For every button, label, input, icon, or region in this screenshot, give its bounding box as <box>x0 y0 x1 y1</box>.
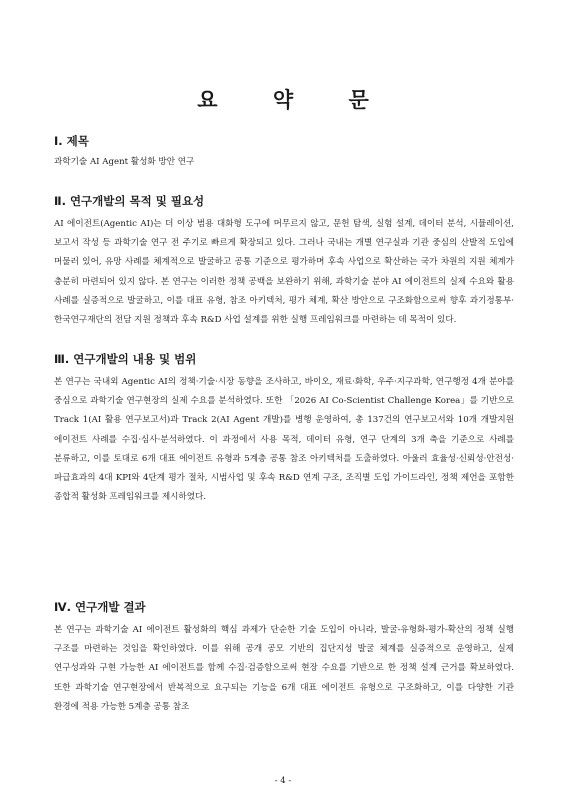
section-title <box>54 133 514 167</box>
section-text: 과학기술 AI Agent 활성화 방안 연구 <box>54 157 195 167</box>
section-scope <box>54 351 514 507</box>
section-heading: Ⅲ. 연구개발의 내용 및 범위 <box>54 352 197 366</box>
section-paragraph: 본 연구는 국내외 Agentic AI의 정책·기술·시장 동향을 조사하고, 바이오, 재료·화학, 우주·지구과학, 연구행정 4개 분야를 중심으로 과학기술 연구현장의 실제 수요를 분석하였다. 또한 「2026 AI Co-Scientist Challenge Korea」를 기반으로 Track 1(AI 활용 연구보고서)과 Track 2(AI Agent 개발)를 병행 운영하여, 총 137건의 연구보고서와 10개 개발지원 에이전트 사례를 수집·심사·분석하였다. 이 과정에서 사용 목적, 데이터 유형, 연구 단계의 3개 축을 기준으로 사례를 분류하고, 이를 토대로 6개 대표 에이전트 유형과 5계층 공통 참조 아키텍처를 도출하였다. 아울러 효율성·신뢰성·안전성·파급효과의 4대 KPI와 4단계 평가 절차, 시범사업 및 후속 R&D 연계 구조, 조직별 도입 가이드라인, 정책 제언을 포함한 종합적 활성화 프레임워크를 제시하였다. <box>54 377 514 503</box>
page-number: - 4 - <box>274 776 292 786</box>
page-title: 요 약 문 <box>197 87 393 112</box>
section-results <box>54 599 514 717</box>
section-purpose <box>54 193 514 330</box>
section-paragraph: 본 연구는 과학기술 AI 에이전트 활성화의 핵심 과제가 단순한 기술 도입이 아니라, 발굴-유형화-평가-확산의 정책 실행 구조를 마련하는 것임을 확인하였다. 이를 위해 공개 공모 기반의 집단지성 발굴 체계를 실증적으로 운영하고, 실제 연구성과와 구현 가능한 AI 에이전트를 함께 수집·검증함으로써 현장 수요를 기반으로 한 정책 설계 근거를 확보하였다. 또한 과학기술 연구현장에서 반복적으로 요구되는 기능을 6개 대표 에이전트 유형으로 구조화하고, 이를 다양한 기관 환경에 적용 가능한 5계층 공통 참조 <box>54 625 514 712</box>
section-heading: Ⅰ. 제목 <box>54 134 89 148</box>
section-heading: Ⅱ. 연구개발의 목적 및 필요성 <box>54 194 205 208</box>
section-heading: Ⅳ. 연구개발 결과 <box>54 600 146 614</box>
section-paragraph: AI 에이전트(Agentic AI)는 더 이상 범용 대화형 도구에 머무르지 않고, 문헌 탐색, 실험 설계, 데이터 분석, 시뮬레이션, 보고서 작성 등 과학기술 연구 전 주기로 빠르게 확장되고 있다. 그러나 국내는 개별 연구실과 기관 중심의 산발적 도입에 머물러 있어, 유망 사례를 체계적으로 발굴하고 공통 기준으로 평가하며 후속 사업으로 확산하는 국가 차원의 지원 체계가 충분히 마련되어 있지 않다. 본 연구는 이러한 정책 공백을 보완하기 위해, 과학기술 분야 AI 에이전트의 실제 수요와 활용 사례를 실증적으로 발굴하고, 이를 대표 유형, 참조 아키텍처, 평가 체계, 확산 방안으로 구조화함으로써 향후 과기정통부·한국연구재단의 전담 지원 정책과 후속 R&D 사업 설계를 위한 실행 프레임워크를 마련하는 데 목적이 있다. <box>54 219 514 326</box>
